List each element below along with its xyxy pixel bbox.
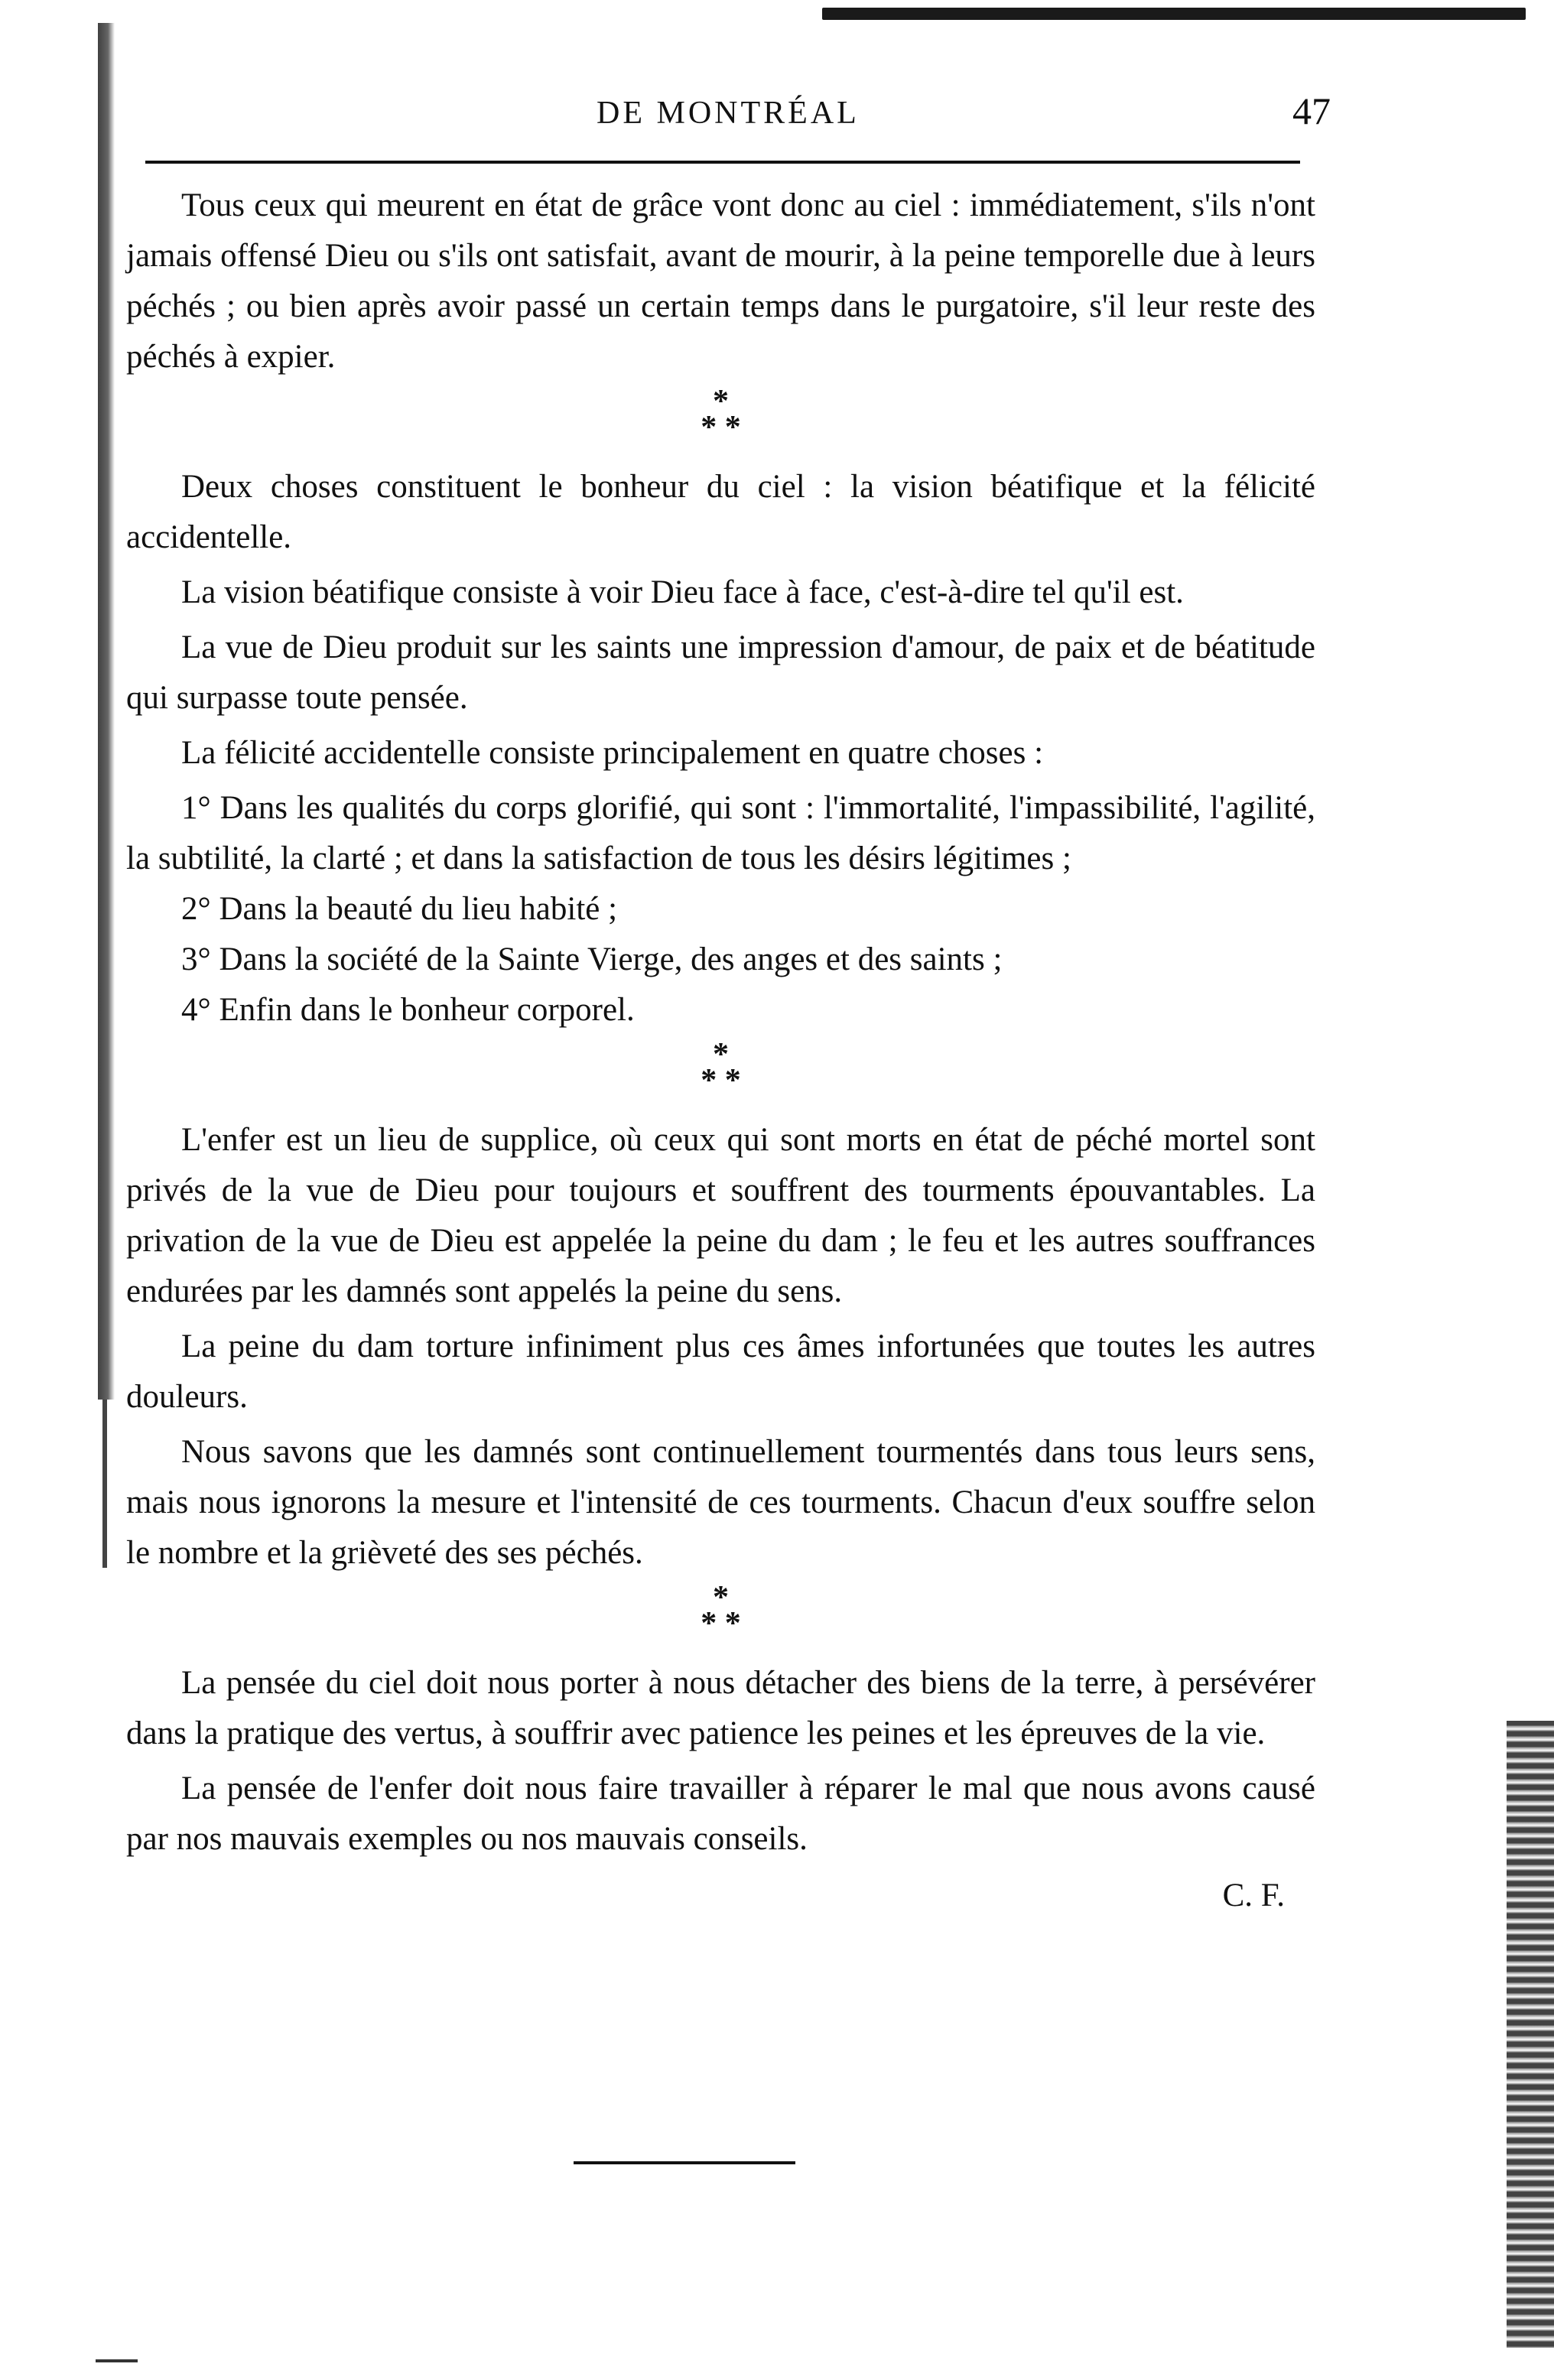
page-number: 47	[1292, 89, 1331, 132]
scan-mark	[96, 2359, 138, 2362]
list-item: 4° Enfin dans le bonheur corporel.	[181, 992, 635, 1028]
running-head	[168, 89, 1331, 142]
page-body	[126, 180, 1315, 1921]
closing-rule	[574, 2161, 795, 2164]
section-ornament: * * *	[701, 1037, 741, 1098]
paragraph: La félicité accidentelle consiste principalement en quatre choses :	[181, 735, 1044, 771]
signature: C. F.	[1222, 1878, 1285, 1913]
paragraph: La vision béatifique consiste à voir Dieu face à face, c'est-à-dire tel qu'il est.	[181, 574, 1184, 610]
list-item: 3° Dans la société de la Sainte Vierge, des anges et des saints ;	[181, 941, 1003, 977]
paragraph: La pensée du ciel doit nous porter à nous détacher des biens de la terre, à persévérer dans la pratique des vertus, à souffrir avec patience les peines et les épreuves de la vie.	[126, 1665, 1315, 1751]
header-rule	[145, 161, 1300, 164]
paragraph: Nous savons que les damnés sont continuellement tourmentés dans tous leurs sens, mais nous ignorons la mesure et l'intensité de ces tourments. Chacun d'eux souffre selon le nombre et la grièveté des ses péchés.	[126, 1434, 1315, 1571]
scan-rule-top	[822, 8, 1526, 20]
running-title: DE MONTRÉAL	[597, 96, 860, 131]
scan-shadow-right	[1507, 1721, 1554, 2348]
list-item: 2° Dans la beauté du lieu habité ;	[181, 891, 618, 927]
section-ornament: * * *	[701, 1580, 741, 1641]
paragraph: La peine du dam torture infiniment plus ces âmes infortunées que toutes les autres douleurs.	[126, 1328, 1315, 1415]
paragraph: La vue de Dieu produit sur les saints une impression d'amour, de paix et de béatitude qui surpasse toute pensée.	[126, 629, 1315, 716]
section-ornament: * * *	[701, 384, 741, 445]
list-item: 1° Dans les qualités du corps glorifié, qui sont : l'immortalité, l'impassibilité, l'agilité, la subtilité, la clarté ; et dans la satisfaction de tous les désirs légitimes ;	[126, 790, 1315, 876]
paragraph: La pensée de l'enfer doit nous faire travailler à réparer le mal que nous avons causé par nos mauvais exemples ou nos mauvais conseils.	[126, 1770, 1315, 1857]
scan-shadow-left-lower	[102, 1400, 107, 1568]
paragraph: L'enfer est un lieu de supplice, où ceux qui sont morts en état de péché mortel sont privés de la vue de Dieu pour toujours et souffrent des tourments épouvantables. La privation de la vue de Dieu est appelée la peine du dam ; le feu et les autres souffrances endurées par les damnés sont appelés la peine du sens.	[126, 1122, 1315, 1309]
paragraph: Deux choses constituent le bonheur du ciel : la vision béatifique et la félicité accidentelle.	[126, 469, 1315, 555]
paragraph: Tous ceux qui meurent en état de grâce vont donc au ciel : immédiatement, s'ils n'ont jamais offensé Dieu ou s'ils ont satisfait, avant de mourir, à la peine temporelle due à leurs péchés ; ou bien après avoir passé un certain temps dans le purgatoire, s'il leur reste des péchés à expier.	[126, 187, 1315, 375]
scan-shadow-left	[98, 23, 115, 1400]
